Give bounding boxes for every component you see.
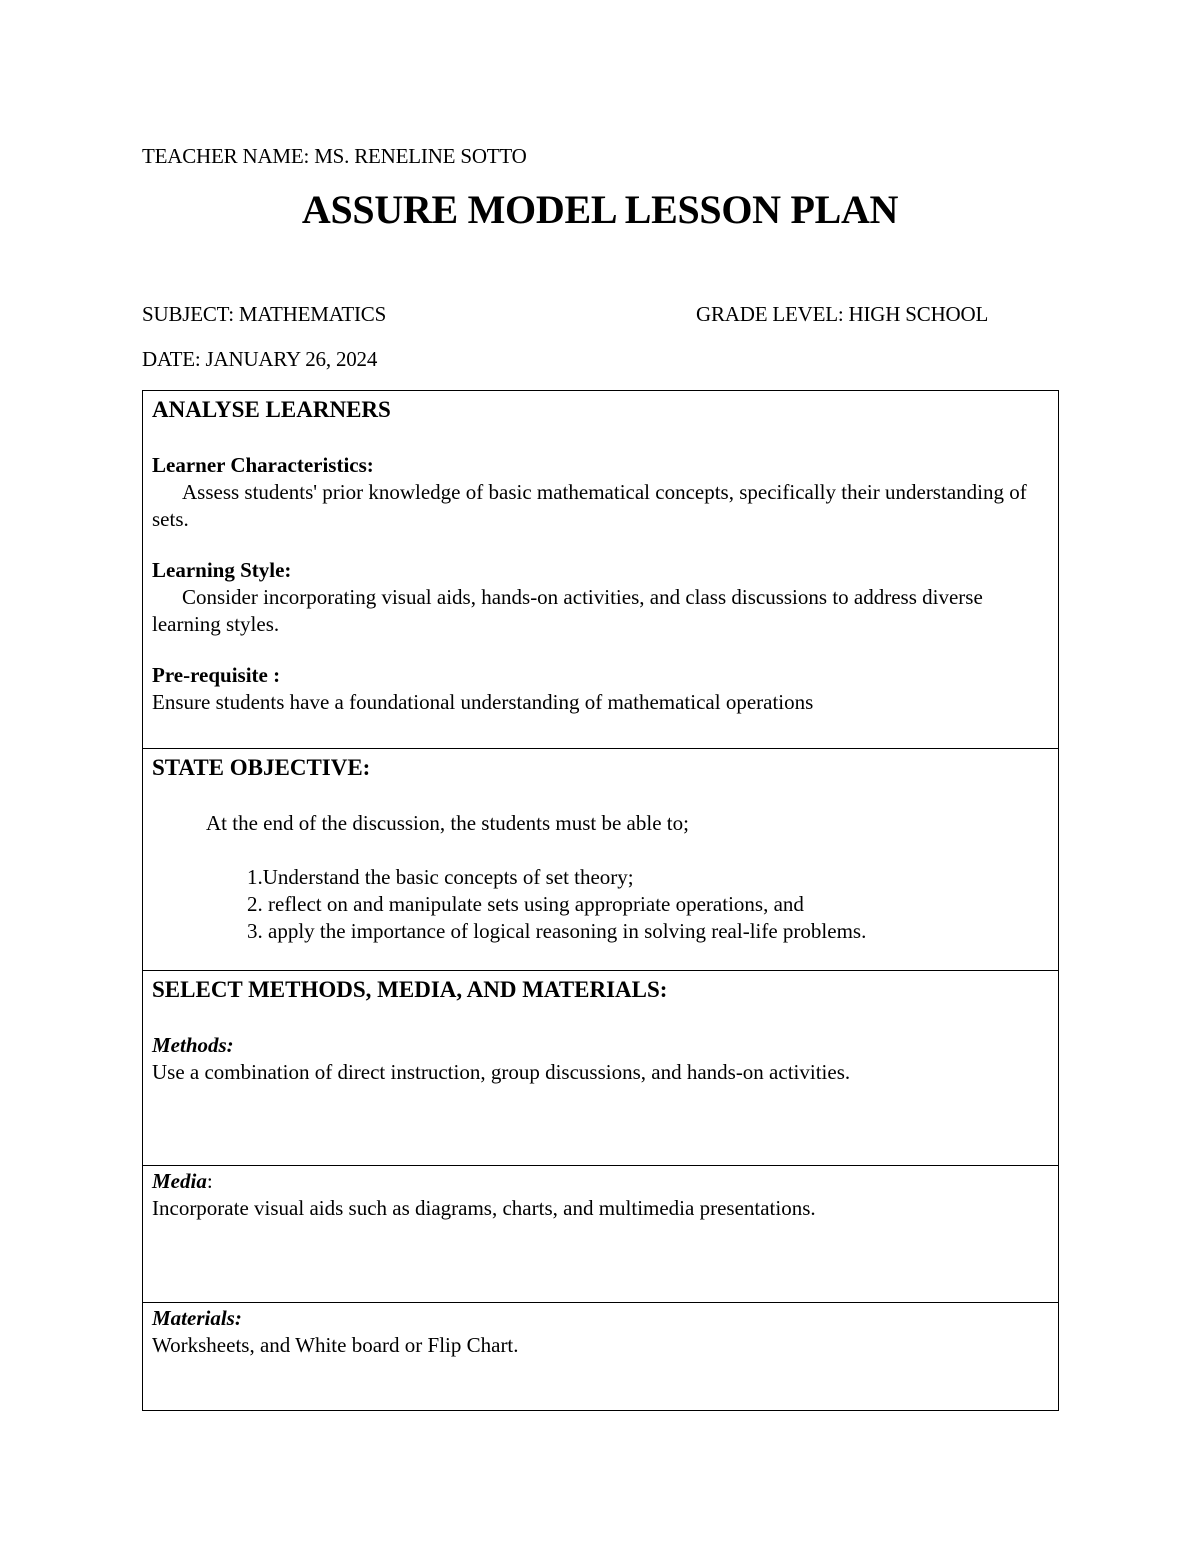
materials-label: Materials: bbox=[152, 1306, 242, 1330]
objective-item: 2. reflect on and manipulate sets using appropriate operations, and bbox=[247, 892, 804, 916]
learning-style-label: Learning Style: bbox=[152, 558, 292, 582]
media-label-line bbox=[152, 1168, 1049, 1195]
materials-section bbox=[143, 1302, 1058, 1410]
select-methods-heading: SELECT METHODS, MEDIA, AND MATERIALS: bbox=[152, 977, 668, 1002]
select-methods-section bbox=[143, 970, 1058, 1165]
analyse-learners-section bbox=[143, 391, 1058, 748]
grade-level-line: GRADE LEVEL: HIGH SCHOOL bbox=[696, 302, 989, 326]
learner-characteristics-label: Learner Characteristics: bbox=[152, 453, 374, 477]
page-title: ASSURE MODEL LESSON PLAN bbox=[301, 187, 899, 232]
materials-text: Worksheets, and White board or Flip Chart. bbox=[152, 1333, 519, 1357]
objective-list bbox=[152, 864, 1049, 945]
methods-text: Use a combination of direct instruction, group discussions, and hands-on activities. bbox=[152, 1060, 851, 1084]
learner-characteristics-text: Assess students' prior knowledge of basic mathematical concepts, specifically their understanding of sets. bbox=[152, 480, 1027, 531]
learning-style-text: Consider incorporating visual aids, hands-on activities, and class discussions to address diverse learning styles. bbox=[152, 585, 983, 636]
objective-intro: At the end of the discussion, the students must be able to; bbox=[206, 811, 689, 835]
media-colon: : bbox=[206, 1169, 213, 1193]
media-label: Media bbox=[152, 1169, 207, 1193]
prerequisite-label: Pre-requisite : bbox=[152, 663, 281, 687]
analyse-learners-heading: ANALYSE LEARNERS bbox=[152, 397, 391, 422]
state-objective-heading: STATE OBJECTIVE: bbox=[152, 755, 371, 780]
objective-item: 1.Understand the basic concepts of set theory; bbox=[247, 865, 634, 889]
media-text: Incorporate visual aids such as diagrams, charts, and multimedia presentations. bbox=[152, 1196, 816, 1220]
teacher-name: TEACHER NAME: MS. RENELINE SOTTO bbox=[142, 144, 527, 168]
lesson-plan-table bbox=[142, 390, 1059, 1411]
subject-line: SUBJECT: MATHEMATICS bbox=[142, 302, 387, 326]
methods-label: Methods: bbox=[152, 1033, 234, 1057]
date-line: DATE: JANUARY 26, 2024 bbox=[142, 347, 378, 371]
objective-item: 3. apply the importance of logical reasoning in solving real-life problems. bbox=[247, 919, 867, 943]
prerequisite-text: Ensure students have a foundational understanding of mathematical operations bbox=[152, 690, 814, 714]
media-section bbox=[143, 1165, 1058, 1302]
state-objective-section bbox=[143, 748, 1058, 970]
